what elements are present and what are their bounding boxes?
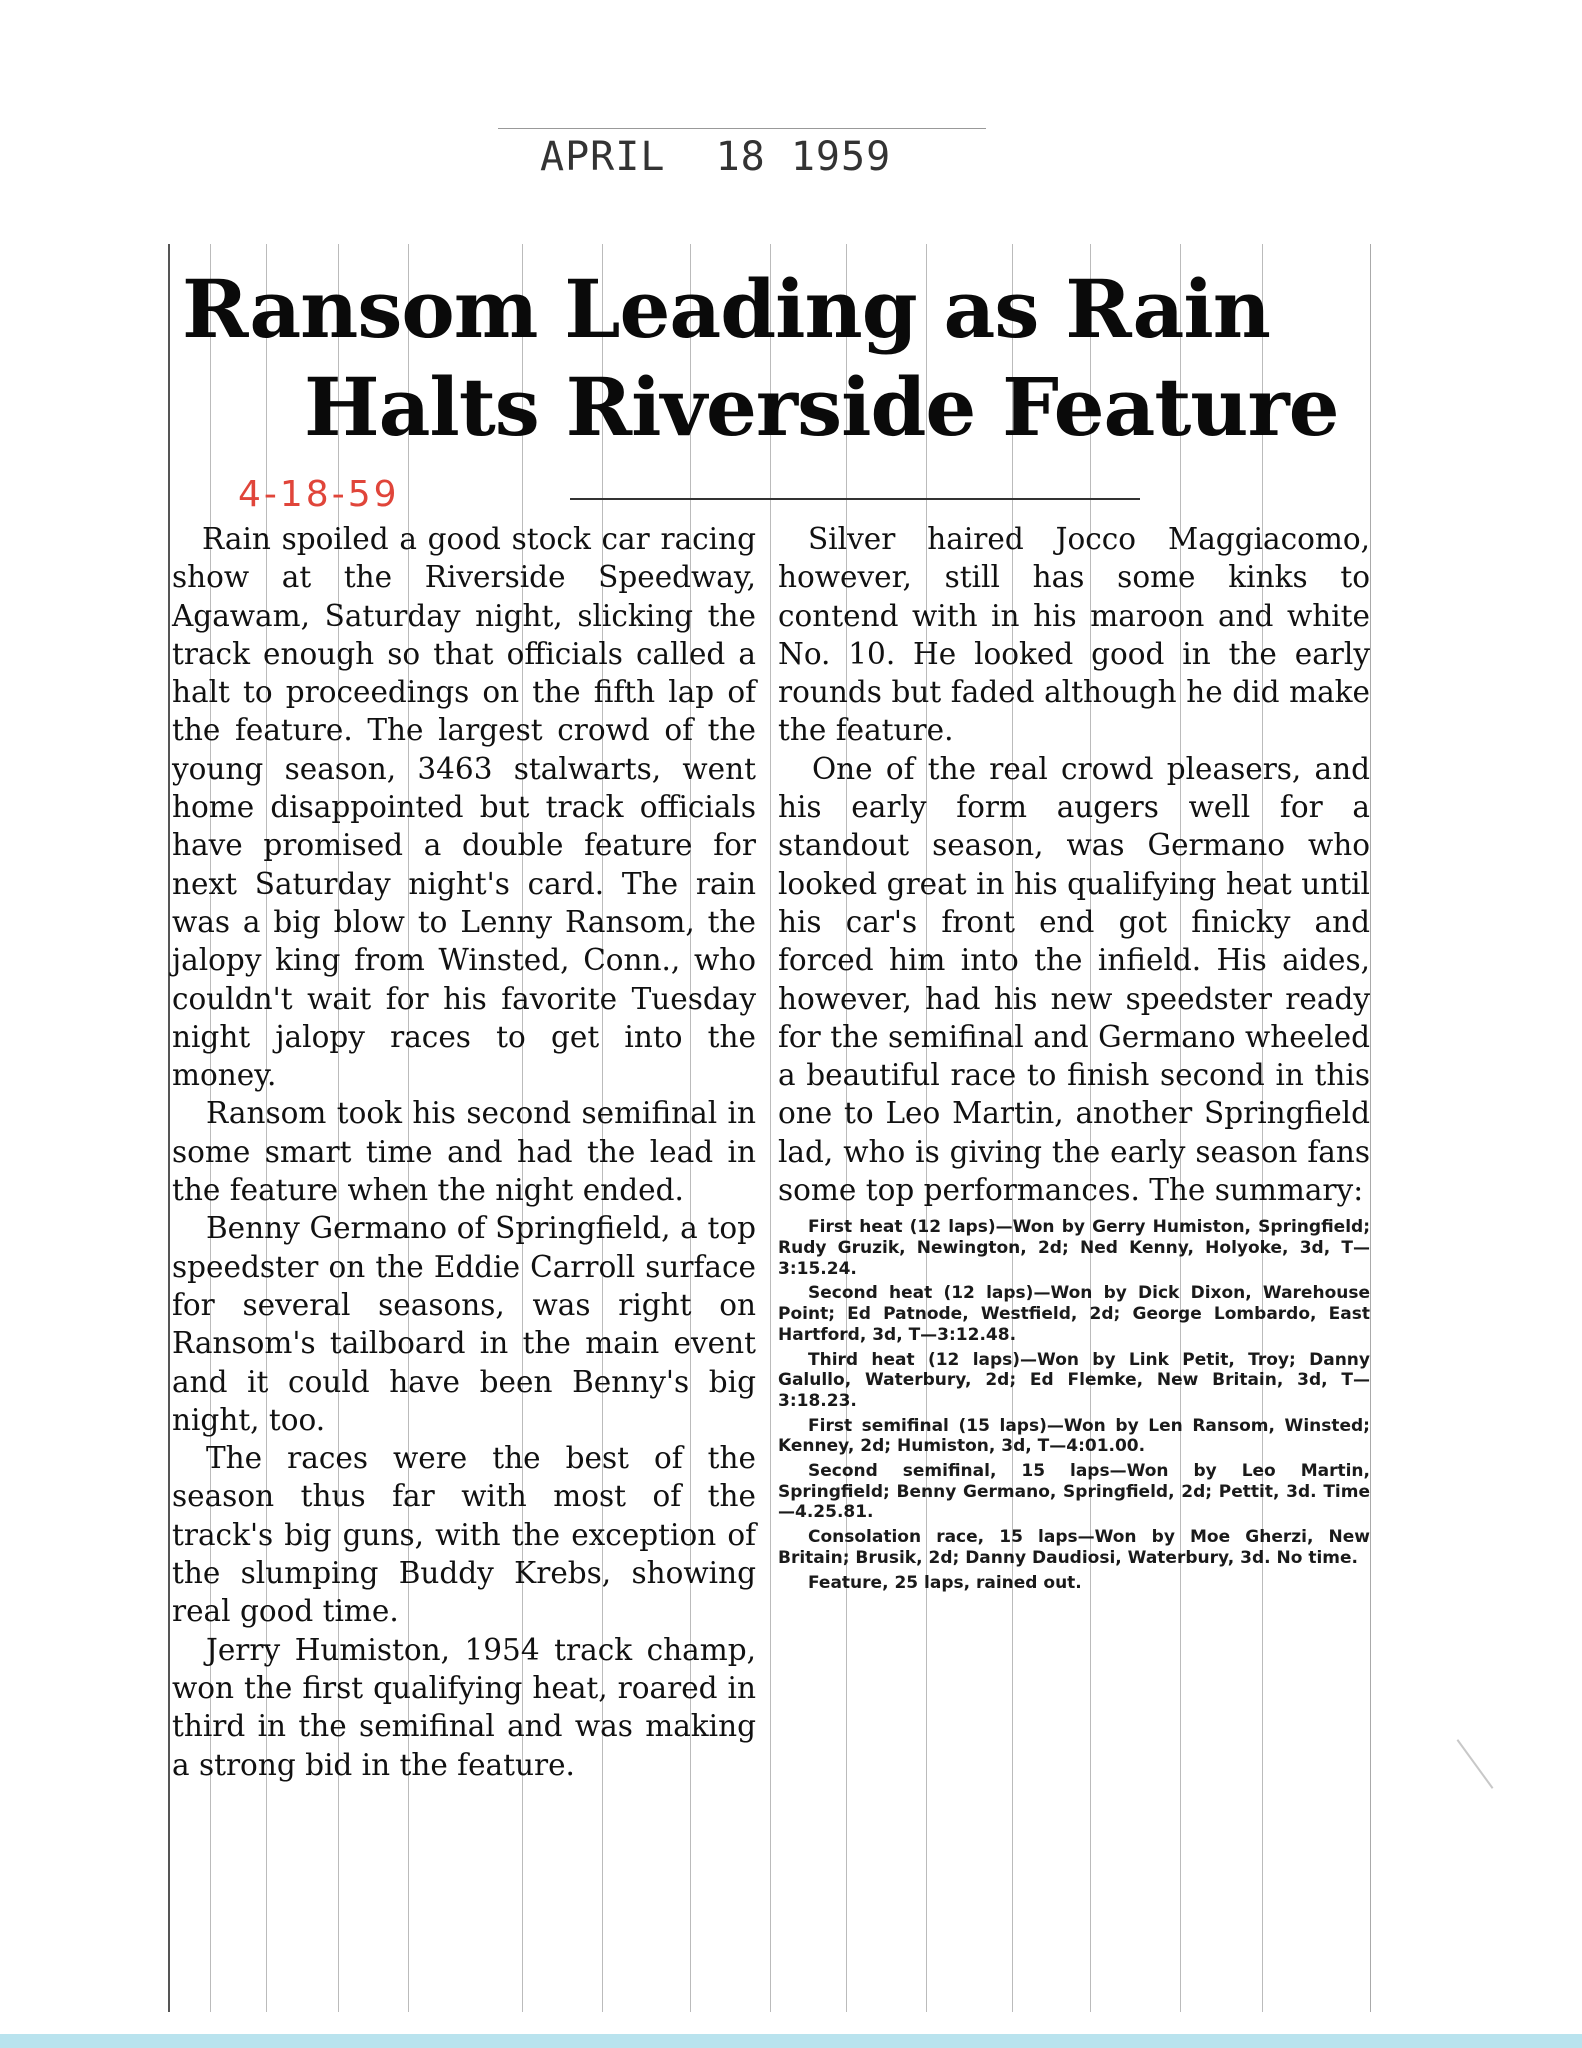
race-summary <box>778 1217 1370 1593</box>
stamp-rule <box>498 128 986 129</box>
scan-line <box>770 244 771 2012</box>
paragraph: Rain spoiled a good stock car racing show at the Riverside Speedway, Agawam, Saturday night, slicking the track enough so that officials called a halt to proceedings on the fifth lap of the feature. The largest crowd of the young season, 3463 stalwarts, went home disappointed but track officials have promised a double feature for next Saturday night's card. The rain was a big blow to Lenny Ransom, the jalopy king from Winsted, Conn., who couldn't wait for his favorite Tuesday night jalopy races to get into the money. <box>172 522 756 1093</box>
date-stamp: APRIL 18 1959 <box>540 134 892 180</box>
summary-entry: Consolation race, 15 laps—Won by Moe Gherzi, New Britain; Brusik, 2d; Danny Daudiosi, Waterbury, 3d. No time. <box>778 1527 1370 1568</box>
summary-entry: First heat (12 laps)—Won by Gerry Humiston, Springfield; Rudy Gruzik, Newington, 2d; Ned Kenny, Holyoke, 3d, T—3:15.24. <box>778 1217 1370 1279</box>
headline <box>178 260 1368 456</box>
scan-edge <box>0 2034 1582 2048</box>
article-left-column <box>172 520 756 1784</box>
article-right-column <box>778 520 1370 1597</box>
summary-entry: Second semifinal, 15 laps—Won by Leo Martin, Springfield; Benny Germano, Springfield, 2d; Pettit, 3d. Time —4.25.81. <box>778 1461 1370 1523</box>
handwritten-date: 4-18-59 <box>238 474 400 515</box>
scan-mark <box>1457 1739 1494 1789</box>
paragraph: One of the real crowd pleasers, and his early form augers well for a standout season, was Germano who looked great in his qualifying heat until his car's front end got finicky and forced him into the infield. His aides, however, had his new speedster ready for the semifinal and Germano wheeled a beautiful race to finish second in this one to Leo Martin, another Springfield lad, who is giving the early season fans some top performances. The summary: <box>778 751 1370 1208</box>
summary-entry: Second heat (12 laps)—Won by Dick Dixon, Warehouse Point; Ed Patnode, Westfield, 2d; George Lombardo, East Hartford, 3d, T—3:12.48. <box>778 1283 1370 1345</box>
headline-rule <box>570 498 1140 500</box>
summary-entry: Feature, 25 laps, rained out. <box>808 1572 1082 1593</box>
summary-entry: First semifinal (15 laps)—Won by Len Ransom, Winsted; Kenney, 2d; Humiston, 3d, T—4:01.00. <box>778 1415 1370 1457</box>
headline-line-2: Halts Riverside Feature <box>304 360 1339 454</box>
paragraph: The races were the best of the season thus far with most of the track's big guns, with the exception of the slumping Buddy Krebs, showing real good time. <box>172 1441 756 1629</box>
paragraph: Benny Germano of Springfield, a top speedster on the Eddie Carroll surface for several seasons, was right on Ransom's tailboard in the main event and it could have been Benny's big night, too. <box>172 1211 756 1437</box>
summary-entry: Third heat (12 laps)—Won by Link Petit, Troy; Danny Galullo, Waterbury, 2d; Ed Flemke, New Britain, 3d, T—3:18.23. <box>778 1349 1370 1411</box>
paragraph: Jerry Humiston, 1954 track champ, won the first qualifying heat, roared in third in the semifinal and was making a strong bid in the feature. <box>172 1632 756 1782</box>
headline-line-1: Ransom Leading as Rain <box>182 262 1270 356</box>
paragraph: Ransom took his second semifinal in some smart time and had the lead in the feature when the night ended. <box>172 1096 756 1208</box>
paragraph: Silver haired Jocco Maggiacomo, however, still has some kinks to contend with in his maroon and white No. 10. He looked good in the early rounds but faded although he did make the feature. <box>778 522 1370 748</box>
